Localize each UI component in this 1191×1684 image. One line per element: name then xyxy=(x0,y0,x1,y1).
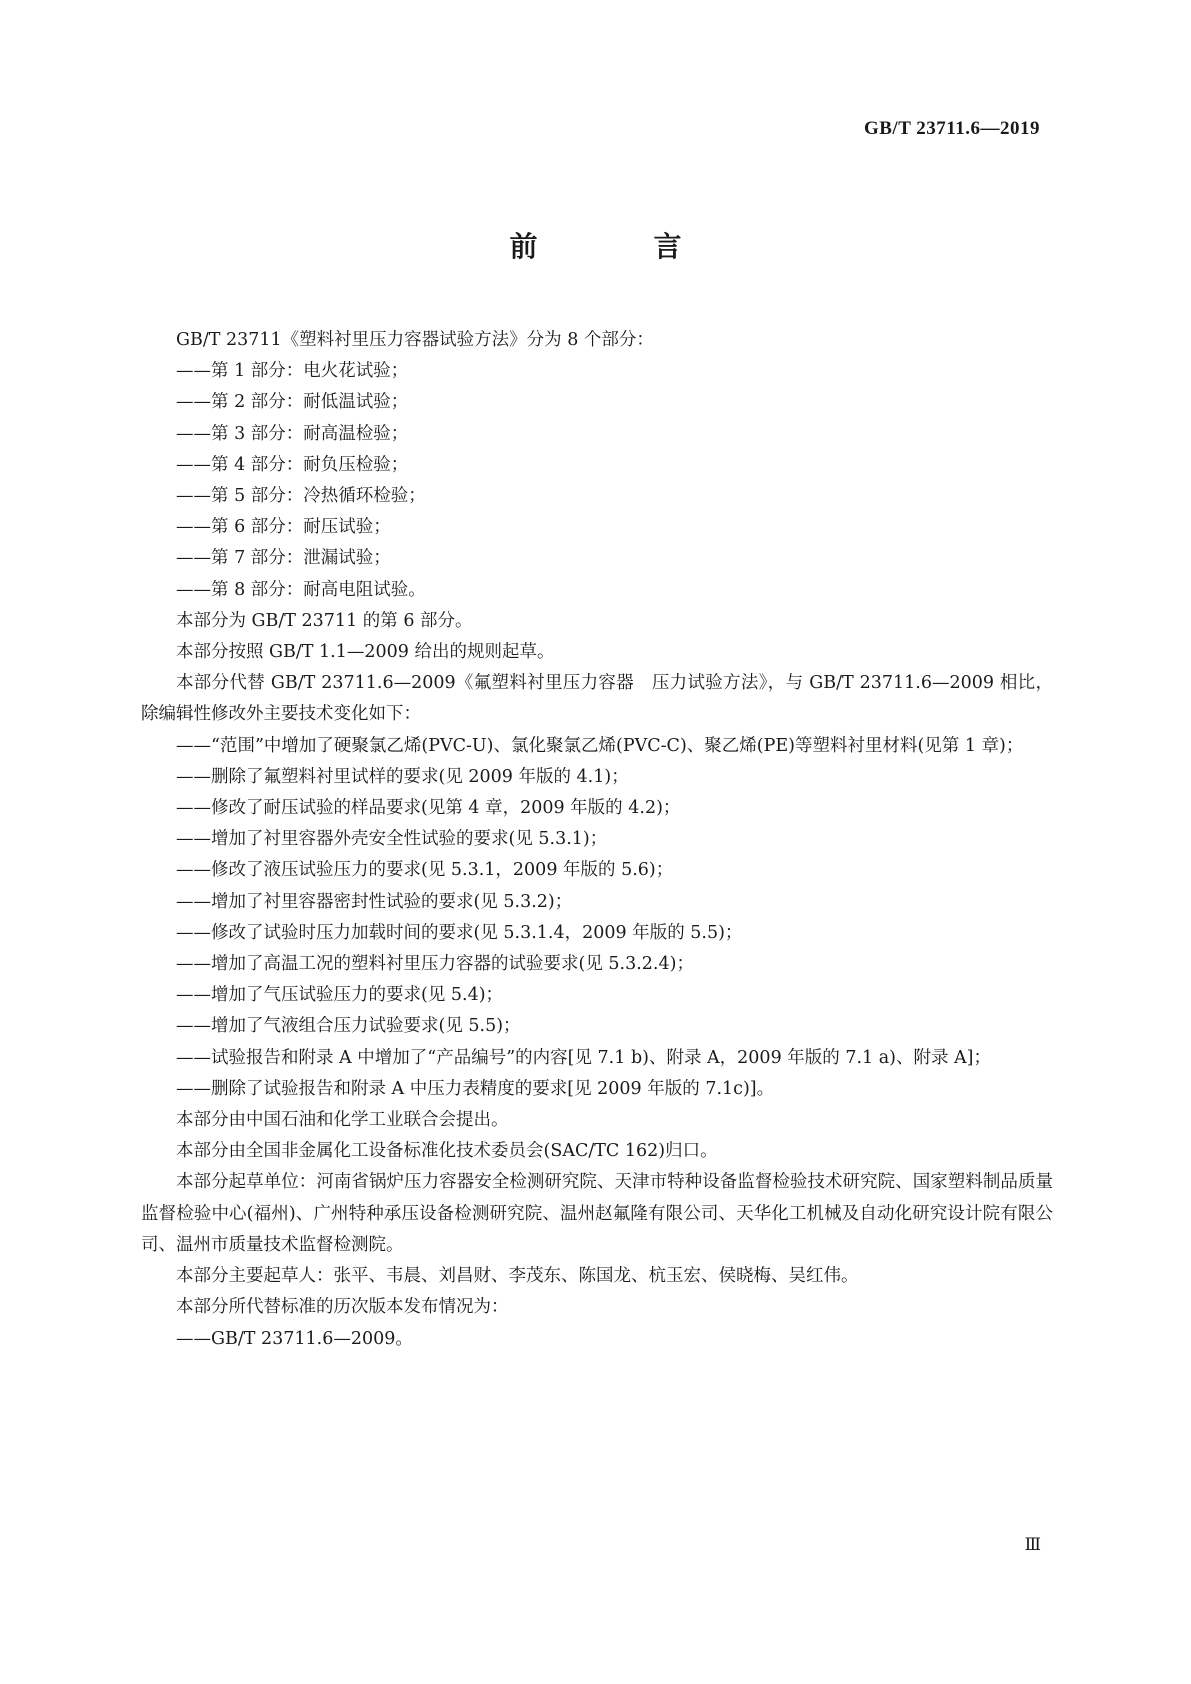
page-number: Ⅲ xyxy=(1024,1535,1041,1554)
paragraph: GB/T 23711《塑料衬里压力容器试验方法》分为 8 个部分： xyxy=(176,330,654,350)
paragraph: 本部分起草单位：河南省锅炉压力容器安全检测研究院、天津市特种设备监督检验技术研究院、国家塑料制品质量监督检验中心(福州)、广州特种承压设备检测研究院、温州赵氟隆有限公司、天华化工机械及自动化研究设计院有限公司、温州市质量技术监督检测院。 xyxy=(141,1172,1053,1255)
preface-body xyxy=(141,325,1053,1355)
paragraph: 本部分为 GB/T 23711 的第 6 部分。 xyxy=(176,610,473,631)
paragraph: 本部分由全国非金属化工设备标准化技术委员会(SAC/TC 162)归口。 xyxy=(176,1141,718,1162)
paragraph: 本部分按照 GB/T 1.1—2009 给出的规则起草。 xyxy=(176,642,555,663)
list-item: ——修改了液压试验压力的要求(见 5.3.1，2009 年版的 5.6)； xyxy=(176,860,674,881)
list-item: ——第 3 部分：耐高温检验； xyxy=(176,423,409,444)
page-title: 前 言 xyxy=(509,230,726,263)
paragraph: 本部分代替 GB/T 23711.6—2009《氟塑料衬里压力容器 压力试验方法》，与 GB/T 23711.6—2009 相比，除编辑性修改外主要技术变化如下： xyxy=(141,673,1053,725)
list-item: ——修改了试验时压力加载时间的要求(见 5.3.1.4，2009 年版的 5.5)； xyxy=(176,922,743,943)
list-item: ——第 4 部分：耐负压检验； xyxy=(176,454,409,475)
list-item: ——增加了衬里容器密封性试验的要求(见 5.3.2)； xyxy=(176,891,573,912)
list-item: ——“范围”中增加了硬聚氯乙烯(PVC-U)、氯化聚氯乙烯(PVC-C)、聚乙烯(PE)等塑料衬里材料(见第 1 章)； xyxy=(176,735,1024,756)
list-item: ——试验报告和附录 A 中增加了“产品编号”的内容[见 7.1 b)、附录 A，2009 年版的 7.1 a)、附录 A]； xyxy=(176,1047,992,1068)
list-item: ——增加了气液组合压力试验要求(见 5.5)； xyxy=(176,1016,521,1037)
list-item: ——增加了高温工况的塑料衬里压力容器的试验要求(见 5.3.2.4)； xyxy=(176,954,694,975)
list-item: ——第 2 部分：耐低温试验； xyxy=(176,392,409,413)
list-item: ——删除了试验报告和附录 A 中压力表精度的要求[见 2009 年版的 7.1c)]。 xyxy=(176,1078,775,1099)
list-item: ——GB/T 23711.6—2009。 xyxy=(176,1328,413,1349)
list-item: ——第 7 部分：泄漏试验； xyxy=(176,548,391,569)
list-item: ——第 6 部分：耐压试验； xyxy=(176,517,391,538)
paragraph: 本部分主要起草人：张平、韦晨、刘昌财、李茂东、陈国龙、杭玉宏、侯晓梅、吴红伟。 xyxy=(176,1266,859,1287)
paragraph: 本部分所代替标准的历次版本发布情况为： xyxy=(176,1297,509,1318)
list-item: ——修改了耐压试验的样品要求(见第 4 章，2009 年版的 4.2)； xyxy=(176,798,681,819)
list-item: ——删除了氟塑料衬里试样的要求(见 2009 年版的 4.1)； xyxy=(176,766,629,787)
list-item: ——增加了气压试验压力的要求(见 5.4)； xyxy=(176,985,504,1006)
list-item: ——第 8 部分：耐高电阻试验。 xyxy=(176,579,426,600)
list-item: ——增加了衬里容器外壳安全性试验的要求(见 5.3.1)； xyxy=(176,829,608,850)
standard-code: GB/T 23711.6—2019 xyxy=(863,118,1040,139)
list-item: ——第 1 部分：电火花试验； xyxy=(176,361,409,382)
paragraph: 本部分由中国石油和化学工业联合会提出。 xyxy=(176,1110,509,1131)
list-item: ——第 5 部分：冷热循环检验； xyxy=(176,486,426,507)
